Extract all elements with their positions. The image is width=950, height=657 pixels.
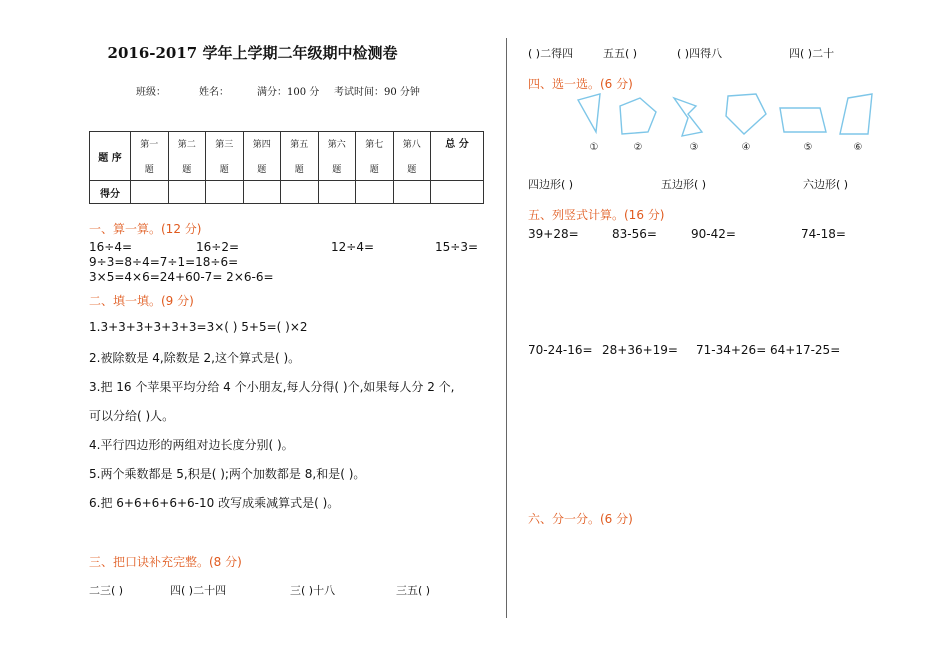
rhyme-item: 三( )十八 (290, 584, 336, 597)
name-label: 姓名： (199, 87, 229, 98)
row-label-score: 得分 (90, 181, 131, 204)
score-cell[interactable] (318, 181, 356, 204)
shape-label: ② (633, 142, 643, 153)
fill-question-5: 5.两个乘数都是 5,积是( );两个加数都是 8,和是( )。 (89, 467, 366, 481)
rhyme-item: ( )二得四 (528, 47, 574, 60)
shape-label: ⑥ (853, 142, 863, 153)
section5-title: 五、列竖式计算。(16 分) (528, 208, 665, 222)
section2-title: 二、填一填。(9 分) (89, 294, 194, 308)
column-4: 第四 题 (243, 132, 281, 181)
calc-item: 15÷3= (435, 240, 479, 254)
column-divider (506, 38, 507, 618)
row-label-question: 题 序 (90, 132, 131, 181)
fill-question-1: 1.3+3+3+3+3+3=3×( ) 5+5=( )×2 (89, 320, 308, 334)
column-1: 第一 题 (131, 132, 169, 181)
section6-title: 六、分一分。(6 分) (528, 512, 633, 526)
calc-row-2: 9÷3=8÷4=7÷1=18÷6= (89, 255, 239, 269)
column-3: 第三 题 (206, 132, 244, 181)
shape-label: ③ (689, 142, 699, 153)
score-cell[interactable] (243, 181, 281, 204)
fill-question-2: 2.被除数是 4,除数是 2,这个算式是( )。 (89, 351, 301, 365)
score-cell[interactable] (168, 181, 206, 204)
vertical-calc-item: 28+36+19= (602, 343, 678, 357)
score-cell[interactable] (206, 181, 244, 204)
vertical-calc-item: 39+28= (528, 227, 579, 241)
rhyme-item: 五五( ) (603, 47, 638, 60)
score-table (89, 131, 484, 204)
class-label: 班级： (136, 87, 166, 98)
section3-title: 三、把口诀补充完整。(8 分) (89, 555, 242, 569)
rhyme-item: ( )四得八 (677, 47, 723, 60)
vertical-calc-item: 71-34+26= (696, 343, 767, 357)
fill-question-3: 3.把 16 个苹果平均分给 4 个小朋友,每人分得( )个,如果每人分 2 个, (89, 380, 455, 394)
calc-item: 16÷4= (89, 240, 133, 254)
option-hexagon: 六边形( ) (803, 178, 849, 191)
score-cell[interactable] (431, 181, 484, 204)
column-5: 第五 题 (281, 132, 319, 181)
section1-title: 一、算一算。(12 分) (89, 222, 202, 236)
score-table-score-row (90, 181, 484, 204)
shape-label: ① (589, 142, 599, 153)
column-6: 第六 题 (318, 132, 356, 181)
vertical-calc-item: 90-42= (691, 227, 736, 241)
rhyme-item: 四( )二十四 (170, 584, 227, 597)
shape-4-icon (726, 94, 766, 134)
full-score: 满分：100 分 (257, 87, 320, 98)
page-title: 2016-2017 学年上学期二年级期中检测卷 (107, 44, 398, 62)
section4-title: 四、选一选。(6 分) (528, 77, 633, 91)
shape-figures (570, 92, 890, 157)
vertical-calc-item: 74-18= (801, 227, 846, 241)
vertical-calc-item: 70-24-16= (528, 343, 593, 357)
column-7: 第七 题 (356, 132, 394, 181)
shape-1-icon (578, 94, 600, 132)
calc-item: 12÷4= (331, 240, 375, 254)
score-cell[interactable] (393, 181, 431, 204)
option-pentagon: 五边形( ) (661, 178, 707, 191)
score-cell[interactable] (356, 181, 394, 204)
shape-3-icon (674, 98, 702, 136)
fill-question-3-cont: 可以分给( )人。 (89, 409, 175, 423)
score-table-header-row (90, 132, 484, 181)
column-2: 第二 题 (168, 132, 206, 181)
column-8: 第八 题 (393, 132, 431, 181)
score-cell[interactable] (281, 181, 319, 204)
shape-label: ④ (741, 142, 751, 153)
rhyme-item: 三五( ) (396, 584, 431, 597)
calc-row-3: 3×5=4×6=24+60-7= 2×6-6= (89, 270, 274, 284)
shape-6-icon (840, 94, 872, 134)
shape-2-icon (620, 98, 656, 134)
shape-label: ⑤ (803, 142, 813, 153)
column-total: 总 分 (431, 132, 484, 181)
vertical-calc-item: 64+17-25= (770, 343, 841, 357)
vertical-calc-item: 83-56= (612, 227, 657, 241)
option-quadrilateral: 四边形( ) (528, 178, 574, 191)
score-cell[interactable] (131, 181, 169, 204)
exam-time: 考试时间：90 分钟 (334, 87, 420, 98)
rhyme-item: 二三( ) (89, 584, 124, 597)
rhyme-item: 四( )二十 (789, 47, 835, 60)
calc-item: 16÷2= (196, 240, 240, 254)
fill-question-4: 4.平行四边形的两组对边长度分别( )。 (89, 438, 294, 452)
fill-question-6: 6.把 6+6+6+6+6-10 改写成乘减算式是( )。 (89, 496, 340, 510)
shape-5-icon (780, 108, 826, 132)
